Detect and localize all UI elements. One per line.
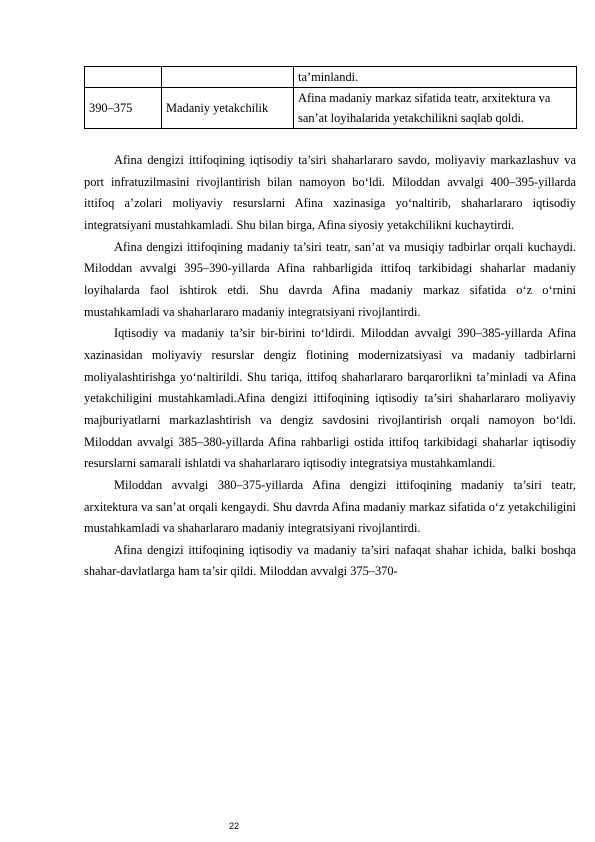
table-row <box>85 67 577 88</box>
table-row <box>85 88 577 129</box>
timeline-table <box>84 66 577 129</box>
paragraph: Afina dengizi ittifoqining iqtisodiy ta’siri shaharlararo savdo, moliyaviy markazlashuv va port infratuzilmasini rivojlantirish bilan namoyon bo‘ldi. Miloddan avvalgi 400–395-yillarda ittifoq a’zolari moliyaviy resurslarni Afina xazinasiga yo‘naltirib, shaharlararo iqtisodiy integratsiyani mustahkamladi. Shu bilan birga, Afina siyosiy yetakchilikni kuchaytirdi. <box>84 153 576 232</box>
page-number: 22 <box>229 821 240 831</box>
table-cell-category <box>162 67 294 88</box>
table-cell-period <box>85 67 162 88</box>
paragraph: Afina dengizi ittifoqining iqtisodiy va madaniy ta’siri nafaqat shahar ichida, balki boshqa shahar-davlatlarga ham ta’sir qildi. Miloddan avvalgi 375–370- <box>84 542 576 579</box>
paragraph: Miloddan avvalgi 380–375-yillarda Afina dengizi ittifoqining madaniy ta’siri teatr, arxitektura va san’at orqali kengaydi. Shu davrda Afina madaniy markaz sifatida o‘z yetakchiligini mustahkamladi va shaharlararo madaniy integratsiyani rivojlantirdi. <box>84 477 576 536</box>
table-cell-description: Afina madaniy markaz sifatida teatr, arxitektura va san’at loyihalarida yetakchilikni saqlab qoldi. <box>294 88 577 129</box>
paragraph: Iqtisodiy va madaniy ta’sir bir-birini to‘ldirdi. Miloddan avvalgi 390–385-yillarda Afina xazinasidan moliyaviy resurslar dengiz flotining modernizatsiyasi va madaniy tadbirlarni moliyalashtirishga yo‘naltirildi. Shu tariqa, ittifoq shaharlararo barqarorlikni ta’minladi va Afina yetakchiligini mustahkamladi.Afina dengizi ittifoqining iqtisodiy ta’siri shaharlararo moliyaviy majburiyatlarni markazlashtirish va dengiz savdosini rivojlantirish orqali namoyon bo‘ldi. Miloddan avvalgi 385–380-yillarda Afina rahbarligi ostida ittifoq tarkibidagi shaharlar iqtisodiy resurslarni samarali ishlatdi va shaharlararo iqtisodiy integratsiya mustahkamlandi. <box>84 326 576 471</box>
table-cell-description: ta’minlandi. <box>294 67 577 88</box>
paragraph: Afina dengizi ittifoqining madaniy ta’siri teatr, san’at va musiqiy tadbirlar orqali kuchaydi. Miloddan avvalgi 395–390-yillarda Afina rahbarligida ittifoq tarkibidagi shaharlar madaniy loyihalarda faol ishtirok etdi. Shu davrda Afina madaniy markaz sifatida o‘z o‘rnini mustahkamladi va shaharlararo madaniy integratsiyani rivojlantirdi. <box>84 239 576 319</box>
table-cell-category: Madaniy yetakchilik <box>162 88 294 129</box>
table-cell-period: 390–375 <box>85 88 162 129</box>
body-text <box>84 150 576 583</box>
